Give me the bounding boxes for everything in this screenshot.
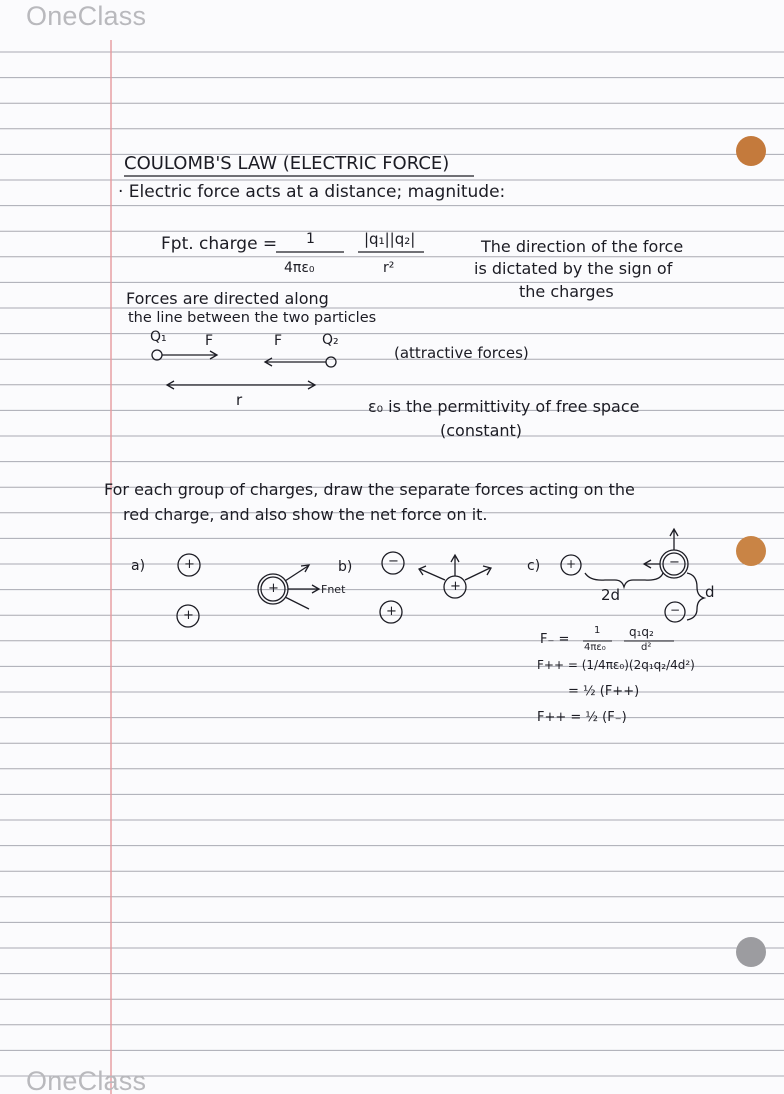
charge-sign: +	[184, 557, 195, 572]
group-a-label: a)	[131, 558, 146, 574]
eq1-rhs-den: d²	[641, 642, 652, 653]
page-title: COULOMB'S LAW (ELECTRIC FORCE)	[124, 153, 450, 174]
binder-hole	[736, 937, 766, 967]
distance-d-label: d	[705, 583, 715, 601]
eq4: F++ = ½ (F₋)	[537, 710, 627, 725]
distance-2d-label: 2d	[601, 586, 621, 604]
eq3: = ½ (F++)	[568, 684, 640, 699]
binder-hole	[736, 136, 766, 166]
eq2: F++ = (1/4πε₀)(2q₁q₂/4d²)	[537, 658, 695, 672]
formula-den1: 4πε₀	[284, 260, 315, 276]
charge-sign: −	[670, 603, 681, 617]
epsilon-note-line2: (constant)	[440, 421, 523, 440]
charge-sign: +	[566, 557, 577, 571]
force-label-2: F	[274, 333, 283, 349]
q1-label: Q₁	[150, 329, 167, 345]
eq1-rhs-num: q₁q₂	[629, 625, 654, 639]
exercise-line2: red charge, and also show the net force on it.	[123, 505, 488, 524]
distance-label: r	[236, 391, 243, 409]
intro-text: · Electric force acts at a distance; magnitude:	[118, 182, 506, 202]
direction-note-line3: the charges	[519, 282, 614, 301]
two-particle-diagram	[152, 350, 336, 389]
force-label-1: F	[205, 333, 214, 349]
q2-label: Q₂	[322, 332, 339, 348]
formula-num2: |q₁||q₂|	[364, 230, 416, 248]
watermark-bottom: OneClass	[26, 1066, 147, 1094]
eq1-lhs: F₋ =	[540, 632, 570, 647]
formula-den2: r²	[383, 260, 395, 276]
charge-sign: +	[386, 604, 397, 619]
exercise-line1: For each group of charges, draw the separate forces acting on the	[104, 480, 635, 499]
forces-note-line2: the line between the two particles	[128, 310, 377, 326]
direction-note-line2: is dictated by the sign of	[474, 259, 673, 278]
charge-sign: +	[268, 581, 279, 596]
charge-sign: −	[669, 555, 680, 570]
group-c-label: c)	[527, 558, 541, 574]
watermark-top: OneClass	[26, 1, 147, 31]
attractive-label: (attractive forces)	[394, 344, 529, 362]
group-a-diagram	[177, 554, 319, 627]
eq1-frac-num: 1	[594, 625, 601, 636]
charge-sign: −	[388, 554, 399, 569]
epsilon-note-line1: ε₀ is the permittivity of free space	[368, 397, 640, 416]
binder-hole	[736, 536, 766, 566]
eq1-frac-den: 4πε₀	[584, 642, 606, 653]
force-label: Fnet	[321, 583, 346, 596]
formula-num1: 1	[306, 231, 315, 247]
group-b-label: b)	[338, 559, 353, 575]
charge-sign: +	[183, 608, 194, 623]
direction-note-line1: The direction of the force	[481, 237, 684, 256]
group-c-diagram	[561, 529, 704, 622]
forces-note-line1: Forces are directed along	[126, 289, 329, 308]
formula-lhs: Fpt. charge =	[161, 234, 278, 254]
charge-sign: +	[450, 579, 461, 594]
